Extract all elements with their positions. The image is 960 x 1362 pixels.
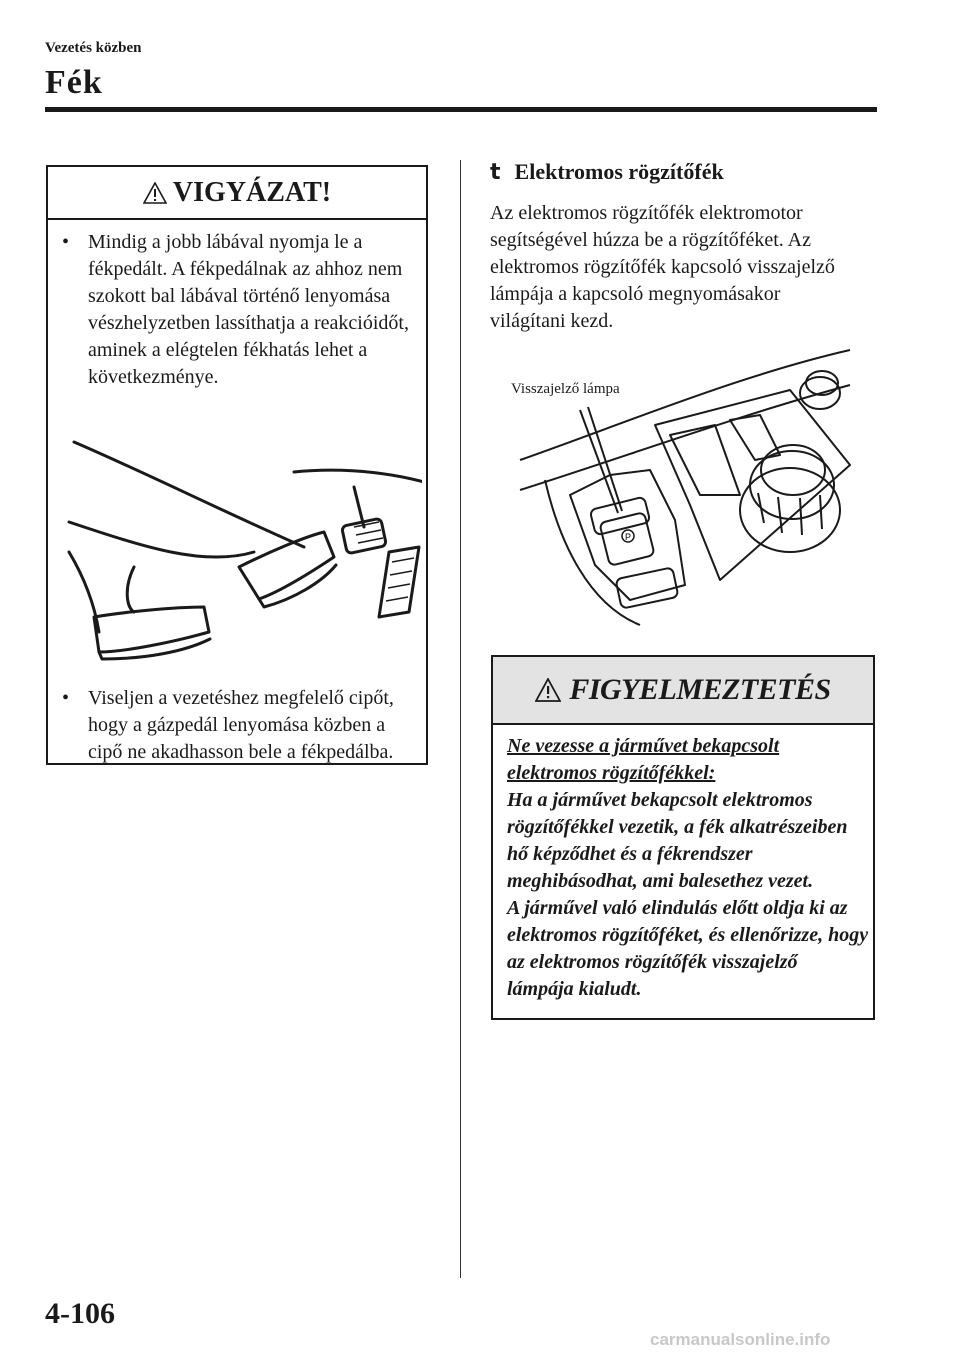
pedal-illustration	[54, 427, 422, 677]
caution-bullet-text: Mindig a jobb lábával nyomja le a fékpedált. A fékpedálnak az ahhoz nem szokott bal lábával történő lenyomása vészhelyzetben lassíthatja a reakcióidőt, aminek a elégtelen fékhatás lehet a következménye.	[88, 231, 409, 388]
bullet-dot: •	[62, 231, 70, 253]
subsection-title: Elektromos rögzítőfék	[514, 159, 724, 184]
watermark: carmanualsonline.info	[650, 1330, 831, 1349]
header-rule	[45, 107, 877, 112]
warning-box	[491, 655, 875, 1020]
park-switch-glyph: P	[624, 532, 632, 542]
callout-label: Visszajelző lámpa	[511, 381, 620, 397]
warning-paragraph-1: Ha a járművet bekapcsolt elektromos rögzítőfékkel vezetik, a fék alkatrészeiben hő képződhet és a fékrendszer meghibásodhat, ami balesethez vezet.	[507, 789, 848, 892]
page-title: Fék	[45, 64, 103, 101]
caution-box	[46, 165, 428, 765]
bullet-dot: •	[62, 687, 70, 709]
caution-label: VIGYÁZAT!	[172, 176, 332, 208]
warning-paragraph-2: A járművel való elindulás előtt oldja ki az elektromos rögzítőféket, és ellenőrizze, hogy az elektromos rögzítőfék visszajelző lámpája kialudt.	[507, 897, 869, 1000]
subsection-heading	[490, 159, 724, 185]
warning-label: FIGYELMEZTETÉS	[569, 673, 831, 706]
warning-triangle-icon	[535, 678, 561, 702]
body-paragraph: Az elektromos rögzítőfék elektromotor segítségével húzza be a rögzítőféket. Az elektromos rögzítőfék kapcsoló visszajelző lámpája a kapcsoló megnyomásakor világítani kezd.	[490, 202, 835, 332]
caution-bullet-2	[62, 685, 412, 766]
warning-triangle-icon	[143, 182, 167, 204]
column-divider	[460, 160, 461, 1278]
page-number: 4-106	[45, 1297, 115, 1330]
warning-header	[493, 657, 873, 725]
section-label: Vezetés közben	[45, 40, 142, 56]
warning-body	[507, 733, 869, 1003]
caution-bullet-1	[62, 229, 412, 391]
caution-header	[48, 167, 426, 220]
subsection-marker: t	[490, 160, 501, 185]
caution-bullet-text: Viseljen a vezetéshez megfelelő cipőt, hogy a gázpedál lenyomása közben a cipő ne akadhasson bele a fékpedálba.	[88, 687, 394, 763]
warning-heading: Ne vezesse a járművet bekapcsolt elektromos rögzítőfékkel:	[507, 735, 780, 784]
